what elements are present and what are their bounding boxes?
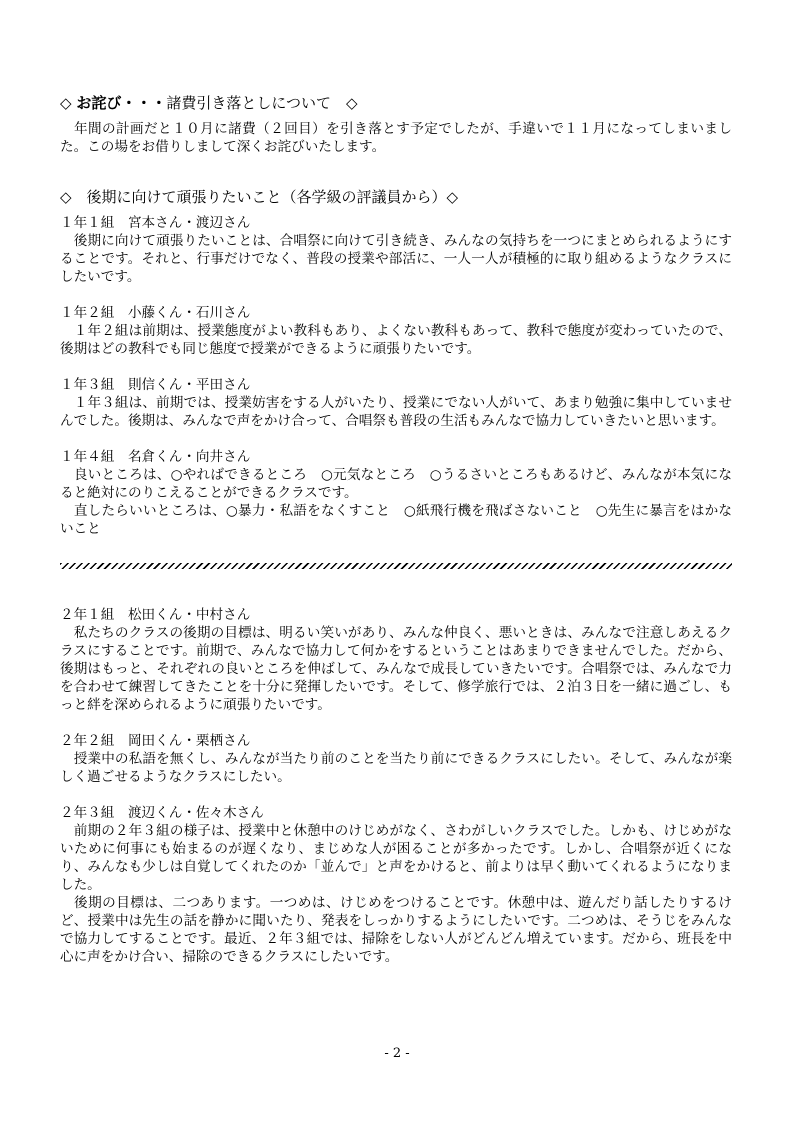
newsletter-page	[60, 92, 732, 984]
grade1-class-list	[60, 214, 732, 538]
apology-heading	[60, 92, 732, 114]
class-entry	[60, 376, 732, 430]
class-entry-title: １年４組 名倉くん・向井さん	[60, 449, 251, 465]
class-entry	[60, 732, 732, 786]
apology-heading-rest: 諸費引き落としについて ◇	[166, 94, 358, 112]
apology-heading-bold: お詫び・・・	[76, 94, 167, 112]
class-entry-title: ２年２組 岡田くん・栗栖さん	[60, 733, 251, 749]
apology-body: 年間の計画だと１０月に諸費（２回目）を引き落とす予定でしたが、手違いで１１月になってしまいました。この場をお借りしまして深くお詫びいたします。	[60, 121, 732, 155]
class-entry-paragraph: 後期の目標は、二つあります。一つめは、けじめをつけることです。休憩中は、遊んだり話したりするけど、授業中は先生の話を静かに聞いたり、発表をしっかりするようにしたいです。二つめは、そうじをみんなで協力してすることです。最近、２年３組では、掃除をしない人がどんどん増えています。だから、班長を中心に声をかけ合い、掃除のできるクラスにしたいです。	[60, 895, 732, 965]
apology-heading-prefix: ◇	[60, 94, 77, 112]
class-entry-title: １年３組 則信くん・平田さん	[60, 377, 251, 393]
class-entry-title: ２年３組 渡辺くん・佐々木さん	[60, 805, 264, 821]
class-entry-title: １年２組 小藤くん・石川さん	[60, 305, 251, 321]
grade2-class-list	[60, 606, 732, 966]
class-entry	[60, 304, 732, 358]
class-entry	[60, 214, 732, 286]
class-entry	[60, 804, 732, 966]
class-entry-title: １年１組 宮本さん・渡辺さん	[60, 215, 251, 231]
class-entry-paragraph: 前期の２年３組の様子は、授業中と休憩中のけじめがなく、さわがしいクラスでした。しかも、けじめがないために何事にも始まるのが遅くなり、まじめな人が困ることが多かったです。しかし、合唱祭が近くになり、みんなも少しは自覚してくれたのか「並んで」と声をかけると、前よりは早く動いてくれるようになりました。	[60, 823, 732, 893]
goals-heading: ◇ 後期に向けて頑張りたいこと（各学級の評議員から）◇	[60, 188, 459, 206]
class-entry-paragraph: １年２組は前期は、授業態度がよい教科もあり、よくない教科もあって、教科で態度が変わっていたので、後期はどの教科でも同じ態度で授業ができるように頑張りたいです。	[60, 323, 732, 357]
class-entry-paragraph: 授業中の私語を無くし、みんなが当たり前のことを当たり前にできるクラスにしたい。そして、みんなが楽しく過ごせるようなクラスにしたい。	[60, 751, 732, 785]
class-entry-paragraph: 後期に向けて頑張りたいことは、合唱祭に向けて引き続き、みんなの気持ちを一つにまとめられるようにすることです。それと、行事だけでなく、普段の授業や部活に、一人一人が積極的に取り組めるようなクラスにしたいです。	[60, 233, 732, 285]
class-entry-paragraph: 直したらいいところは、○暴力・私語をなくすこと ○紙飛行機を飛ばさないこと ○先生に暴言をはかないこと	[60, 503, 732, 537]
section-divider	[60, 563, 732, 569]
class-entry	[60, 448, 732, 538]
class-entry-title: ２年１組 松田くん・中村さん	[60, 607, 251, 623]
apology-section	[60, 92, 732, 156]
page-number: - 2 -	[384, 1046, 410, 1061]
class-entry-paragraph: 良いところは、○やればできるところ ○元気なところ ○うるさいところもあるけど、みんなが本気になると絶対にのりこえることができるクラスです。	[60, 467, 732, 501]
class-entry-paragraph: １年３組は、前期では、授業妨害をする人がいたり、授業にでない人がいて、あまり勉強に集中していませんでした。後期は、みんなで声をかけ合って、合唱祭も普段の生活もみんなで協力していきたいと思います。	[60, 395, 732, 429]
class-entry-paragraph: 私たちのクラスの後期の目標は、明るい笑いがあり、みんな仲良く、悪いときは、みんなで注意しあえるクラスにすることです。前期で、みんなで協力して何かをするということはあまりできませんでした。だから、後期はもっと、それぞれの良いところを伸ばして、みんなで成長していきたいです。合唱祭では、みんなで力を合わせて練習してきたことを十分に発揮したいです。そして、修学旅行では、２泊３日を一緒に過ごし、もっと絆を深められるように頑張りたいです。	[60, 625, 732, 713]
class-entry	[60, 606, 732, 714]
